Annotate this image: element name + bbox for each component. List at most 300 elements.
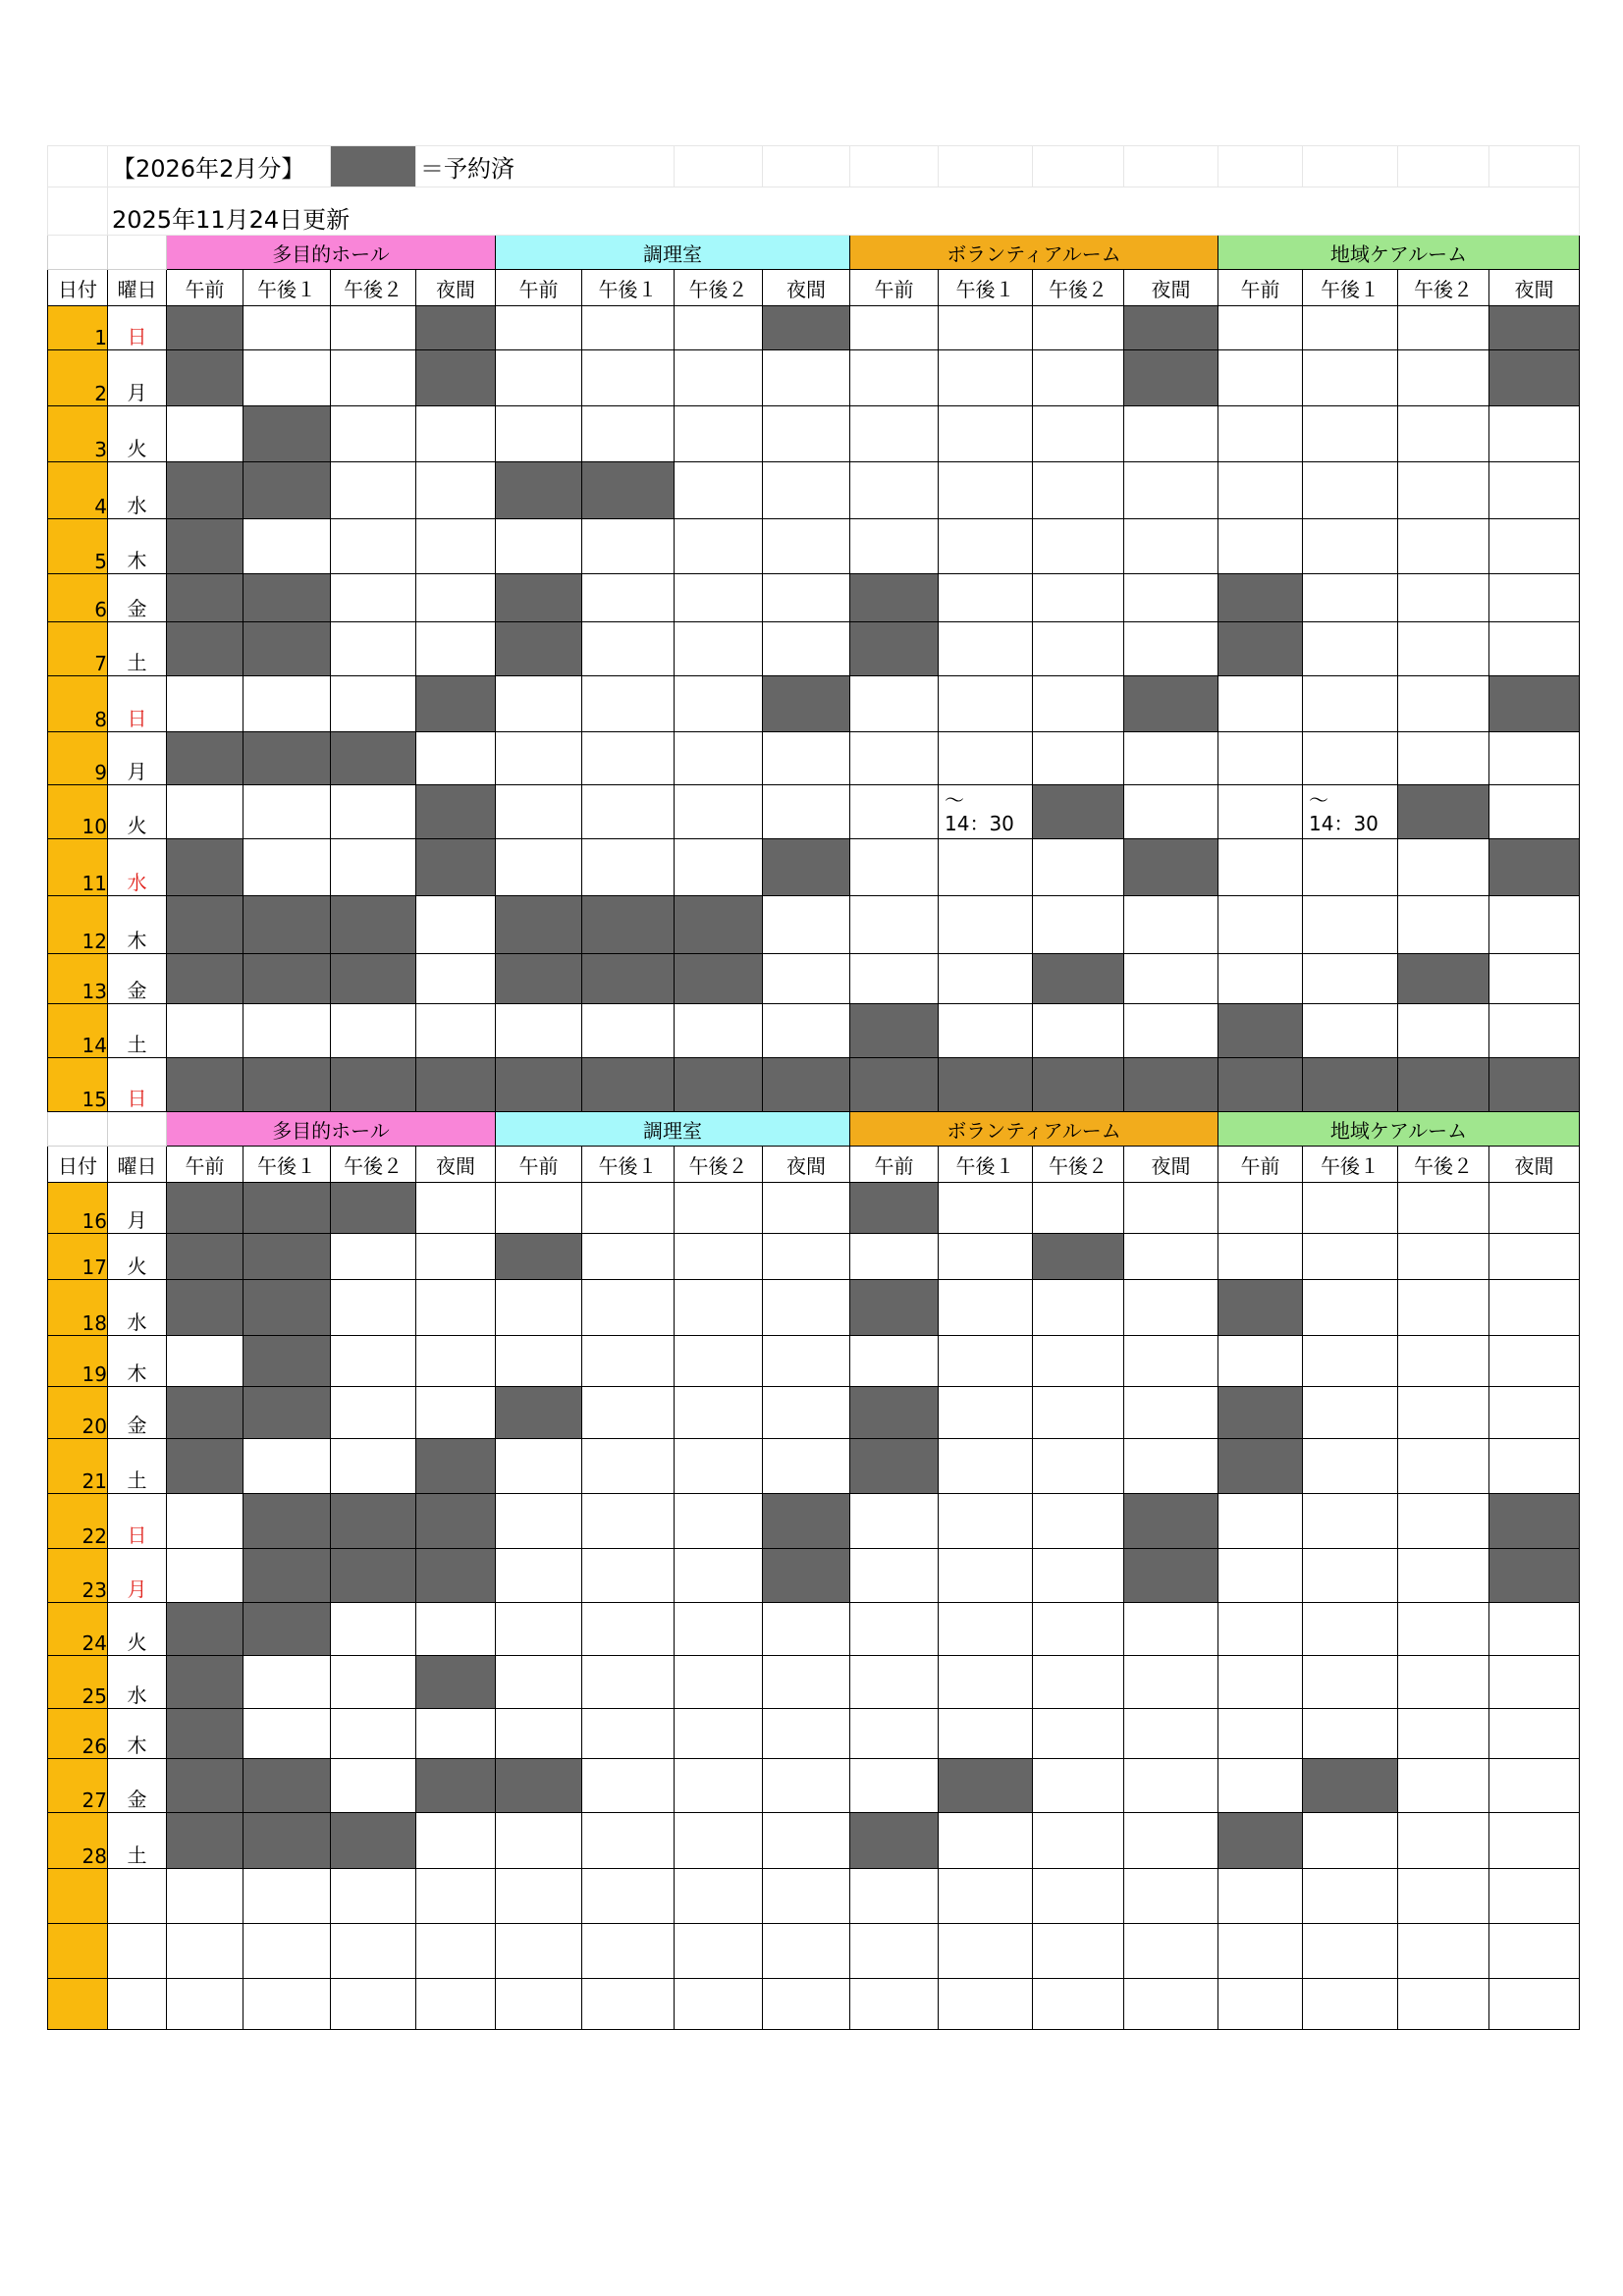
weekday-cell: 金 [108, 954, 167, 1004]
open-slot [1303, 1234, 1398, 1280]
open-slot [243, 676, 331, 732]
open-slot [939, 1234, 1033, 1280]
open-slot [1303, 1494, 1398, 1549]
open-slot [675, 1709, 763, 1759]
open-slot [496, 1869, 582, 1924]
open-slot [1218, 1979, 1303, 2030]
open-slot [1218, 350, 1303, 406]
booked-slot [416, 350, 496, 406]
weekday-cell: 金 [108, 1759, 167, 1813]
open-slot [331, 1387, 416, 1439]
booked-slot [496, 1058, 582, 1112]
open-slot [675, 350, 763, 406]
open-slot [763, 574, 850, 622]
month-label: 【2026年2月分】 [108, 146, 331, 187]
booked-slot [763, 1058, 850, 1112]
open-slot [1398, 574, 1489, 622]
room-name: 地域ケアルーム [1218, 236, 1580, 270]
open-slot [1124, 1439, 1218, 1494]
slot-note: 〜 [945, 788, 964, 812]
open-slot [675, 1869, 763, 1924]
open-slot [1218, 1183, 1303, 1234]
slot-header: 午前 [1218, 1147, 1303, 1183]
booked-slot [331, 1494, 416, 1549]
slot-header: 午後２ [675, 1147, 763, 1183]
date-cell: 14 [48, 1004, 108, 1058]
open-slot [1033, 574, 1124, 622]
booked-slot [1489, 306, 1580, 350]
open-slot [582, 1869, 675, 1924]
slot-header: 午後２ [1033, 270, 1124, 306]
date-cell: 5 [48, 519, 108, 574]
open-slot [243, 1979, 331, 2030]
open-slot [496, 519, 582, 574]
open-slot [763, 406, 850, 462]
open-slot [939, 1924, 1033, 1979]
open-slot [582, 519, 675, 574]
booked-slot [1033, 1234, 1124, 1280]
day-row [48, 1869, 1580, 1924]
weekday-cell: 月 [108, 1183, 167, 1234]
weekday-cell: 火 [108, 406, 167, 462]
booked-slot [1218, 1280, 1303, 1336]
open-slot [1033, 519, 1124, 574]
date-column-header: 日付 [48, 1147, 108, 1183]
day-row [48, 1494, 1580, 1549]
open-slot [1398, 1979, 1489, 2030]
open-slot [1398, 1387, 1489, 1439]
booked-slot [167, 732, 243, 785]
booked-slot [416, 1439, 496, 1494]
booked-slot [243, 462, 331, 519]
open-slot [675, 1280, 763, 1336]
booked-slot [582, 1058, 675, 1112]
open-slot [1303, 1869, 1398, 1924]
booked-slot [1124, 350, 1218, 406]
open-slot [1398, 519, 1489, 574]
open-slot [1489, 1439, 1580, 1494]
open-slot [331, 519, 416, 574]
date-cell: 16 [48, 1183, 108, 1234]
booked-slot [763, 1494, 850, 1549]
open-slot [582, 732, 675, 785]
open-slot [243, 1924, 331, 1979]
open-slot [331, 306, 416, 350]
booked-slot [167, 306, 243, 350]
booked-slot [1398, 1058, 1489, 1112]
open-slot [416, 1387, 496, 1439]
open-slot [1398, 462, 1489, 519]
slot-header: 午後２ [331, 270, 416, 306]
open-slot [582, 1549, 675, 1603]
booked-slot [243, 1549, 331, 1603]
booked-slot [167, 1280, 243, 1336]
open-slot [582, 1234, 675, 1280]
open-slot [1398, 1759, 1489, 1813]
open-slot [416, 1979, 496, 2030]
booked-slot [243, 1387, 331, 1439]
slot-header: 午後１ [243, 1147, 331, 1183]
open-slot [496, 1924, 582, 1979]
weekday-cell: 水 [108, 1656, 167, 1709]
open-slot [1303, 1924, 1398, 1979]
open-slot [1218, 1494, 1303, 1549]
open-slot [1033, 1439, 1124, 1494]
open-slot [1033, 1387, 1124, 1439]
booked-slot [416, 306, 496, 350]
open-slot [1303, 406, 1398, 462]
booked-slot [167, 1656, 243, 1709]
open-slot [1124, 1336, 1218, 1387]
slot-header: 午後２ [1398, 270, 1489, 306]
open-slot [1124, 1869, 1218, 1924]
open-slot [675, 1336, 763, 1387]
date-cell: 18 [48, 1280, 108, 1336]
open-slot [331, 785, 416, 839]
slot-note: 〜 [1309, 788, 1328, 812]
open-slot [1303, 1603, 1398, 1656]
weekday-cell: 金 [108, 1387, 167, 1439]
open-slot [1303, 622, 1398, 676]
open-slot [1489, 1924, 1580, 1979]
open-slot [1489, 574, 1580, 622]
slot-header: 午前 [850, 270, 939, 306]
open-slot [1218, 462, 1303, 519]
open-slot [1124, 574, 1218, 622]
open-slot [1303, 896, 1398, 954]
open-slot [1303, 1280, 1398, 1336]
open-slot [1489, 1656, 1580, 1709]
open-slot [1489, 622, 1580, 676]
weekday-cell: 日 [108, 1494, 167, 1549]
booked-slot [167, 1058, 243, 1112]
date-cell: 12 [48, 896, 108, 954]
open-slot [1124, 785, 1218, 839]
open-slot [582, 574, 675, 622]
open-slot [939, 1603, 1033, 1656]
open-slot [939, 406, 1033, 462]
open-slot [496, 785, 582, 839]
booked-slot [416, 1549, 496, 1603]
open-slot [416, 896, 496, 954]
open-slot [763, 1439, 850, 1494]
open-slot [582, 1280, 675, 1336]
slot-header: 午後２ [1398, 1147, 1489, 1183]
room-name: 調理室 [496, 1112, 850, 1147]
open-slot [675, 1656, 763, 1709]
day-row [48, 954, 1580, 1004]
open-slot [167, 1336, 243, 1387]
open-slot [675, 1924, 763, 1979]
updated-date: 2025年11月24日更新 [108, 187, 1580, 236]
open-slot [850, 1709, 939, 1759]
open-slot [1033, 1759, 1124, 1813]
legend-label: ＝予約済 [416, 146, 675, 187]
booked-slot [496, 574, 582, 622]
open-slot [675, 1813, 763, 1869]
day-row [48, 1004, 1580, 1058]
weekday-cell: 日 [108, 306, 167, 350]
column-header-row [48, 270, 1580, 306]
open-slot [1398, 1869, 1489, 1924]
open-slot [416, 954, 496, 1004]
open-slot [1033, 1004, 1124, 1058]
open-slot [1124, 1234, 1218, 1280]
booked-slot [331, 896, 416, 954]
booked-slot [1303, 1058, 1398, 1112]
open-slot [496, 1656, 582, 1709]
open-slot [850, 732, 939, 785]
date-cell [48, 1869, 108, 1924]
open-slot [763, 350, 850, 406]
date-cell: 21 [48, 1439, 108, 1494]
weekday-cell: 木 [108, 1336, 167, 1387]
slot-header: 午前 [1218, 270, 1303, 306]
day-row [48, 1603, 1580, 1656]
room-name: 地域ケアルーム [1218, 1112, 1580, 1147]
open-slot [331, 676, 416, 732]
open-slot [939, 954, 1033, 1004]
open-slot [496, 406, 582, 462]
open-slot [1303, 1387, 1398, 1439]
open-slot [1033, 732, 1124, 785]
day-row [48, 1058, 1580, 1112]
open-slot [167, 1869, 243, 1924]
date-cell: 11 [48, 839, 108, 896]
booked-slot [416, 676, 496, 732]
booked-slot [1218, 574, 1303, 622]
open-slot [1489, 1234, 1580, 1280]
open-slot [1303, 1336, 1398, 1387]
open-slot [1489, 519, 1580, 574]
open-slot [1218, 785, 1303, 839]
booked-slot [416, 1494, 496, 1549]
slot-header: 夜間 [416, 1147, 496, 1183]
open-slot [582, 1709, 675, 1759]
open-slot [1489, 1979, 1580, 2030]
open-slot [675, 1183, 763, 1234]
open-slot [1303, 676, 1398, 732]
booked-slot [850, 574, 939, 622]
open-slot [243, 1709, 331, 1759]
open-slot [850, 1494, 939, 1549]
booked-slot [1124, 1549, 1218, 1603]
booked-slot [1398, 785, 1489, 839]
booked-slot [496, 954, 582, 1004]
open-slot [1398, 896, 1489, 954]
booked-slot [850, 1813, 939, 1869]
room-header-row [48, 236, 1580, 270]
open-slot [582, 1004, 675, 1058]
open-slot [850, 350, 939, 406]
booked-slot [167, 954, 243, 1004]
open-slot [763, 1336, 850, 1387]
booked-slot [1124, 1494, 1218, 1549]
open-slot [1124, 1280, 1218, 1336]
booked-slot [416, 1759, 496, 1813]
booked-slot [416, 1058, 496, 1112]
booked-slot [496, 622, 582, 676]
booked-slot [763, 839, 850, 896]
open-slot [1033, 1183, 1124, 1234]
weekday-cell: 月 [108, 1549, 167, 1603]
open-slot [1033, 896, 1124, 954]
slot-header: 午前 [850, 1147, 939, 1183]
date-cell: 19 [48, 1336, 108, 1387]
open-slot [1218, 676, 1303, 732]
open-slot [416, 519, 496, 574]
open-slot [1489, 406, 1580, 462]
open-slot [763, 462, 850, 519]
open-slot [939, 1494, 1033, 1549]
booked-slot [331, 1183, 416, 1234]
day-row [48, 1924, 1580, 1979]
booked-slot [1489, 839, 1580, 896]
slot-header: 夜間 [763, 270, 850, 306]
open-slot [582, 306, 675, 350]
day-row [48, 785, 1580, 839]
booked-slot [850, 1280, 939, 1336]
open-slot [582, 1979, 675, 2030]
booked-slot [167, 1439, 243, 1494]
slot-header: 午前 [167, 270, 243, 306]
weekday-cell: 月 [108, 732, 167, 785]
open-slot [1303, 350, 1398, 406]
open-slot [582, 839, 675, 896]
weekday-cell: 金 [108, 574, 167, 622]
open-slot [582, 785, 675, 839]
open-slot [582, 1494, 675, 1549]
booked-slot [1218, 1058, 1303, 1112]
booked-slot [167, 574, 243, 622]
open-slot [763, 1280, 850, 1336]
open-slot [167, 1549, 243, 1603]
open-slot [331, 1979, 416, 2030]
booked-slot [1033, 785, 1124, 839]
open-slot [1303, 954, 1398, 1004]
open-slot [763, 785, 850, 839]
open-slot [675, 306, 763, 350]
open-slot [1124, 1183, 1218, 1234]
open-slot [496, 1280, 582, 1336]
booked-slot [167, 1234, 243, 1280]
date-cell: 8 [48, 676, 108, 732]
slot-note: 14：30 [1309, 812, 1379, 835]
booked-slot [939, 1759, 1033, 1813]
day-row [48, 1549, 1580, 1603]
open-slot [763, 519, 850, 574]
open-slot [1218, 519, 1303, 574]
open-slot [167, 1979, 243, 2030]
open-slot [1124, 732, 1218, 785]
open-slot [1489, 1813, 1580, 1869]
open-slot [675, 839, 763, 896]
booked-slot [243, 1759, 331, 1813]
open-slot [1398, 1336, 1489, 1387]
booked-slot [167, 896, 243, 954]
weekday-cell: 水 [108, 839, 167, 896]
date-cell: 13 [48, 954, 108, 1004]
open-slot [675, 1234, 763, 1280]
open-slot [243, 306, 331, 350]
open-slot [763, 1979, 850, 2030]
date-cell: 20 [48, 1387, 108, 1439]
open-slot [1303, 1813, 1398, 1869]
open-slot [496, 350, 582, 406]
day-row [48, 732, 1580, 785]
booked-slot [1033, 1058, 1124, 1112]
booked-slot [243, 622, 331, 676]
open-slot [243, 519, 331, 574]
open-slot [939, 1709, 1033, 1759]
day-row [48, 676, 1580, 732]
open-slot [1303, 785, 1398, 839]
open-slot [1218, 1656, 1303, 1709]
slot-header: 午前 [496, 1147, 582, 1183]
open-slot [331, 1924, 416, 1979]
open-slot [1124, 622, 1218, 676]
open-slot [416, 1234, 496, 1280]
day-row [48, 1183, 1580, 1234]
open-slot [1033, 1549, 1124, 1603]
room-header-row [48, 1112, 1580, 1147]
slot-header: 夜間 [1124, 270, 1218, 306]
weekday-cell [108, 1869, 167, 1924]
open-slot [1398, 1813, 1489, 1869]
open-slot [1124, 1656, 1218, 1709]
date-cell: 3 [48, 406, 108, 462]
column-header-row [48, 1147, 1580, 1183]
open-slot [416, 1709, 496, 1759]
weekday-cell [108, 1979, 167, 2030]
booked-slot [243, 1183, 331, 1234]
open-slot [496, 1004, 582, 1058]
booked-slot [1218, 1387, 1303, 1439]
weekday-cell: 火 [108, 1603, 167, 1656]
booked-slot [496, 1387, 582, 1439]
open-slot [1398, 406, 1489, 462]
day-row [48, 574, 1580, 622]
date-cell: 17 [48, 1234, 108, 1280]
booked-slot [1218, 1004, 1303, 1058]
open-slot [1489, 1280, 1580, 1336]
open-slot [939, 462, 1033, 519]
day-row [48, 896, 1580, 954]
booked-slot [331, 1058, 416, 1112]
booked-slot [496, 462, 582, 519]
open-slot [416, 1183, 496, 1234]
open-slot [416, 462, 496, 519]
open-slot [850, 954, 939, 1004]
open-slot [1124, 896, 1218, 954]
open-slot [850, 1924, 939, 1979]
booked-slot [167, 839, 243, 896]
open-slot [1303, 1709, 1398, 1759]
day-row [48, 1439, 1580, 1494]
slot-header: 午前 [496, 270, 582, 306]
weekday-cell: 木 [108, 896, 167, 954]
open-slot [1033, 1924, 1124, 1979]
open-slot [939, 732, 1033, 785]
booked-slot [496, 1234, 582, 1280]
open-slot [167, 785, 243, 839]
date-cell: 9 [48, 732, 108, 785]
updated-row [48, 187, 1580, 236]
open-slot [850, 1603, 939, 1656]
open-slot [416, 1813, 496, 1869]
weekday-cell: 土 [108, 1004, 167, 1058]
weekday-cell: 土 [108, 1813, 167, 1869]
